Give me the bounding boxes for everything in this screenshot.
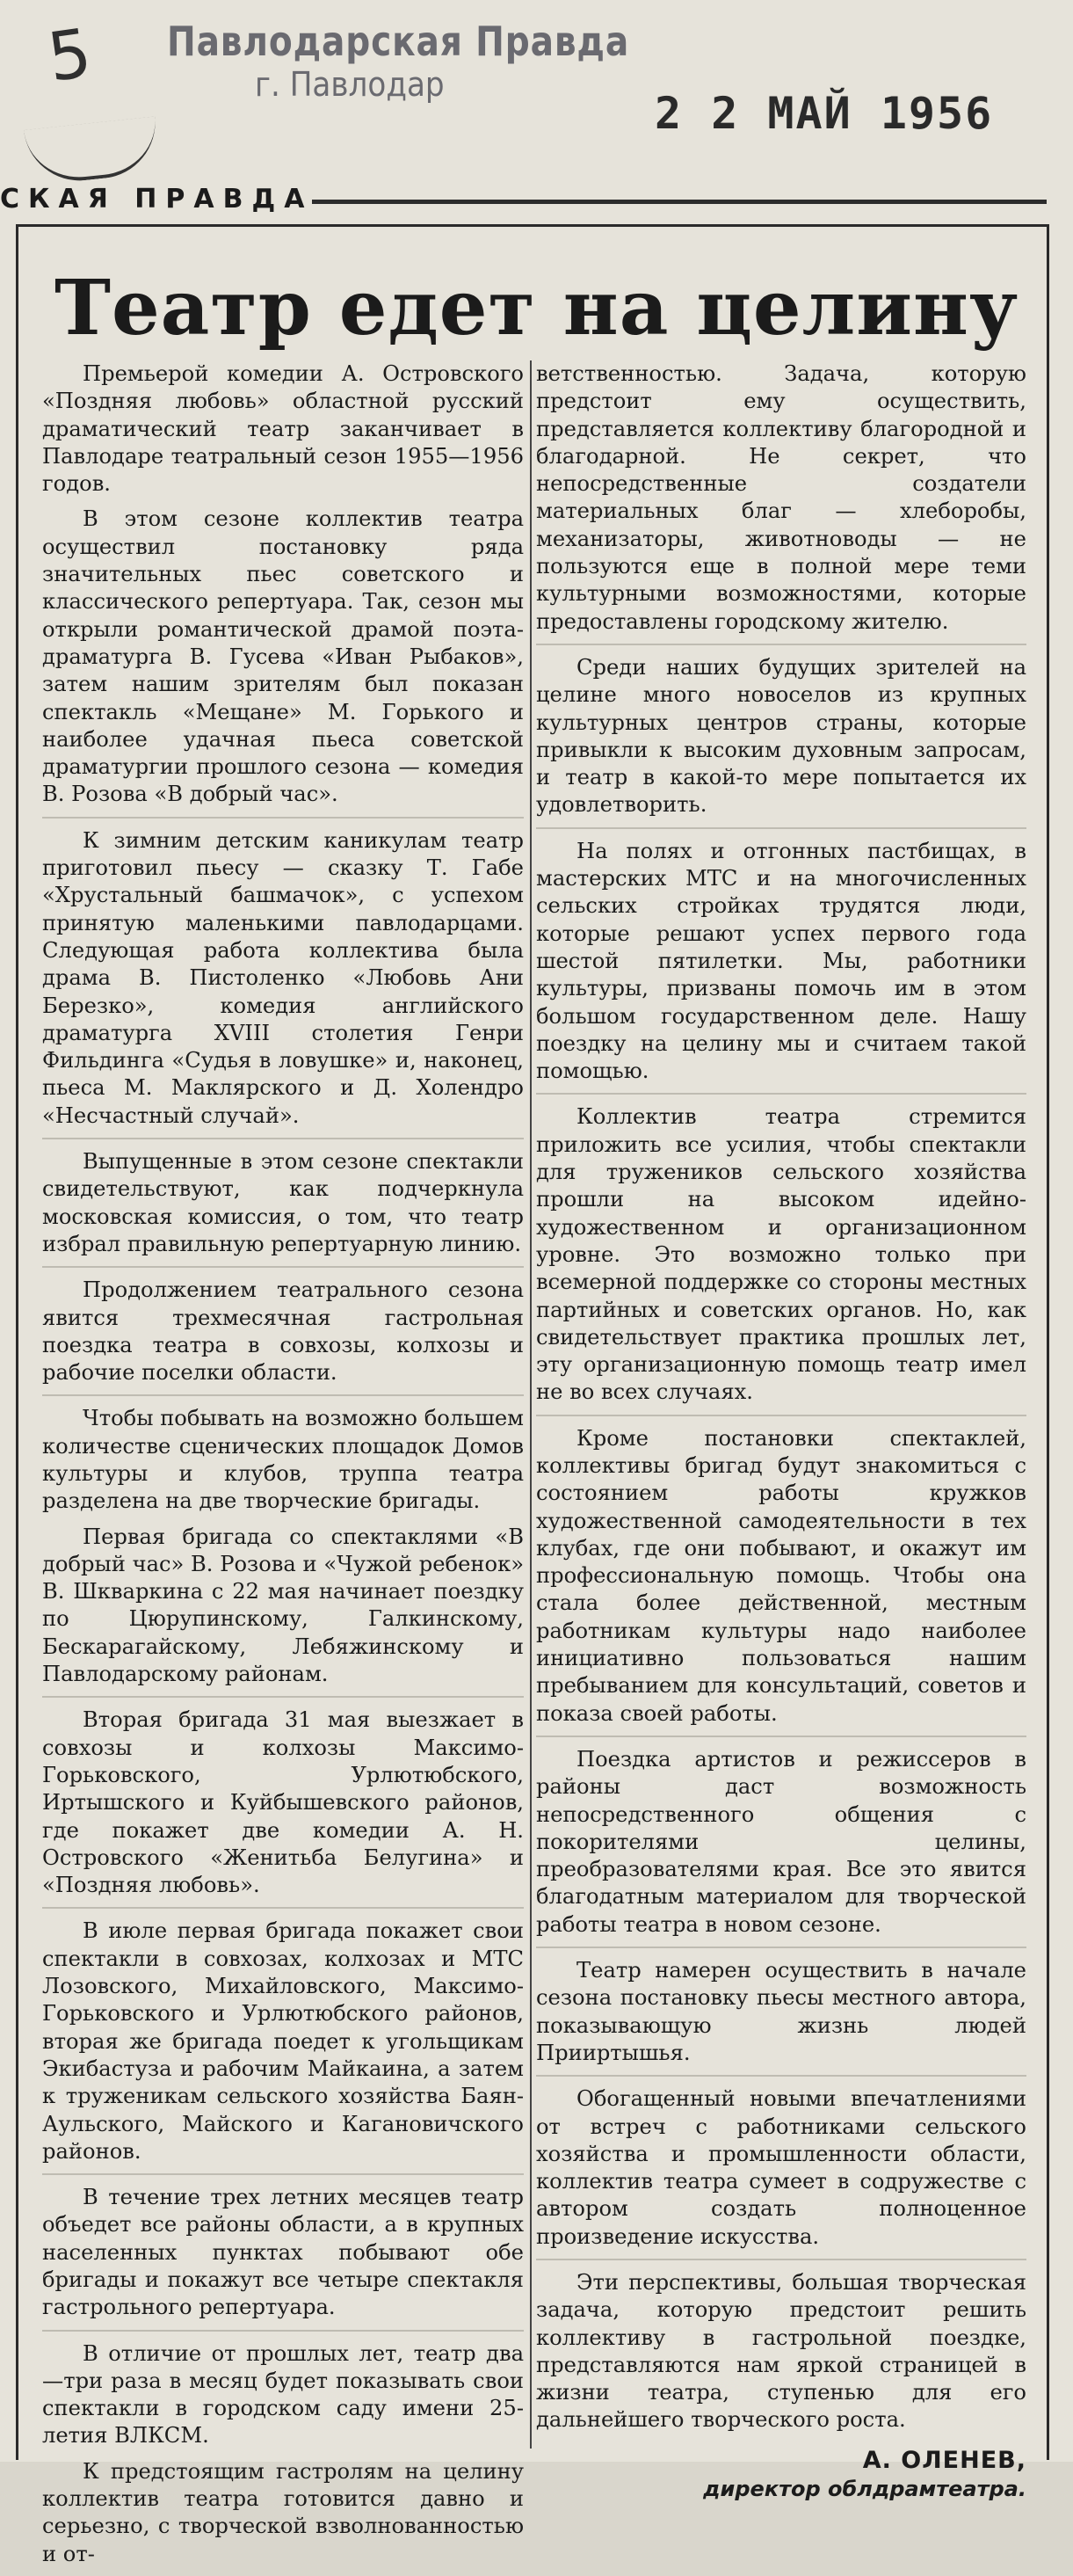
paragraph: На полях и отгонных пастбищах, в мастерских МТС и на многочисленных сельских стройках трудятся люди, которые решают успех первого года шестой пятилетки. Мы, работники культуры, призваны помочь им в этом большом государственном деле. Нашу поездку на целину мы и считаем такой помощью.: [536, 838, 1026, 1084]
divider: [42, 1394, 524, 1396]
handwritten-mark: 5: [43, 13, 97, 97]
divider: [42, 1266, 524, 1268]
author-signature: А. ОЛЕНЕВ,: [862, 2446, 1026, 2474]
column-divider: [530, 360, 532, 2449]
stamp-newspaper-name: Павлодарская Правда: [167, 18, 630, 65]
paragraph: Кроме постановки спектаклей, коллективы бригад будут знакомиться с состоянием работы кружков художественной самодеятельности в тех клубах, где они побывают, и окажут им профессиональную помощь. Чтобы она стала более действенной, местным работникам культуры надо наиболее инициативно пользоваться нашим пребыванием для консультаций, советов и показа своей работы.: [536, 1425, 1026, 1726]
masthead: [0, 180, 1073, 222]
paragraph: Продолжением театрального сезона явится трехмесячная гастрольная поездка театра в совхозы, колхозы и рабочие поселки области.: [42, 1277, 524, 1386]
author-role: директор облдрамтеатра.: [703, 2477, 1026, 2502]
paragraph: Коллектив театра стремится приложить все усилия, чтобы спектакли для тружеников сельского хозяйства прошли на высоком идейно-художественном и организационном уровне. Это возможно только при всемерной поддержке со стороны местных партийных и советских органов. Но, как свидетельствует практика прошлых лет, эту организационную помощь театр имел не во всех случаях.: [536, 1104, 1026, 1405]
paragraph: Эти перспективы, большая творческая задача, которую предстоит решить коллективу в гастрольной поездке, представляются нам яркой страницей в жизни театра, ступенью для его дальнейшего творческого роста.: [536, 2270, 1026, 2433]
article-headline: Театр едет на целину: [54, 264, 1019, 353]
divider: [42, 817, 524, 819]
divider: [536, 1947, 1026, 1948]
divider: [536, 1415, 1026, 1416]
paragraph: ветственностью. Задача, которую предстоит ему осуществить, представляется коллективу благородной и благодарной. Не секрет, что непосредственные создатели материальных благ — хлеборобы, механизаторы, животноводы — не пользуются еще в полной мере теми культурными возможностями, которые предоставлены городскому жителю.: [536, 361, 1026, 634]
paragraph: В течение трех летних месяцев театр объедет все районы области, а в крупных населенных пунктах побывают обе бригады и покажут все четыре спектакля гастрольного репертуара.: [42, 2185, 524, 2320]
divider: [42, 1138, 524, 1139]
divider: [42, 1907, 524, 1909]
paragraph: Первая бригада со спектаклями «В добрый час» В. Розова и «Чужой ребенок» В. Шкваркина с 22 мая начинает поездку по Цюрупинскому, Галкинскому, Бескарагайскому, Лебяжинскому и Павлодарскому районам.: [42, 1524, 524, 1687]
date-stamp: 2 2 МАЙ 1956: [655, 88, 994, 139]
masthead-rule: [312, 200, 1047, 204]
right-column: [536, 360, 1026, 2503]
divider: [536, 644, 1026, 645]
divider: [42, 2173, 524, 2175]
divider: [536, 2075, 1026, 2077]
paragraph: Вторая бригада 31 мая выезжает в совхозы и колхозы Максимо-Горьковского, Урлютюбского, Иртышского и Куйбышевского районов, где покажет две комедии А. Н. Островского «Женитьба Белугина» и «Поздняя любовь».: [42, 1707, 524, 1898]
paragraph: Премьерой комедии А. Островского «Поздняя любовь» областной русский драматический театр заканчивает в Павлодаре театральный сезон 1955—1956 годов.: [42, 361, 524, 497]
paragraph: В июле первая бригада покажет свои спектакли в совхозах, колхозах и МТС Лозовского, Михайловского, Максимо-Горьковского и Урлютюбского районов, вторая же бригада поедет к угольщикам Экибастуза и рабочим Майкаина, а затем к труженикам сельского хозяйства Баян-Аульского, Майского и Кагановичского районов.: [42, 1918, 524, 2164]
paragraph: К зимним детским каникулам театр приготовил пьесу — сказку Т. Габе «Хрустальный башмачок», с успехом принятую маленькими павлодарцами. Следующая работа коллектива была драма В. Пистоленко «Любовь Ани Березко», комедия английского драматурга XVIII столетия Генри Фильдинга «Судья в ловушке» и, наконец, пьеса М. Маклярского и Д. Холендро «Несчастный случай».: [42, 827, 524, 1128]
paragraph: В отличие от прошлых лет, театр два—три раза в месяц будет показывать свои спектакли в городском саду имени 25-летия ВЛКСМ.: [42, 2340, 524, 2449]
library-stamp: [167, 18, 711, 104]
divider: [42, 1696, 524, 1698]
divider: [536, 1736, 1026, 1737]
pen-stroke: [24, 116, 161, 186]
paragraph: В этом сезоне коллектив театра осуществил постановку ряда значительных пьес советского и классического репертуара. Так, сезон мы открыли романтической драмой поэта-драматурга В. Гусева «Иван Рыбаков», затем нашим зрителям был показан спектакль «Мещане» М. Горького и наиболее удачная пьеса советской драматургии прошлого сезона — комедия В. Розова «В добрый час».: [42, 506, 524, 807]
masthead-text: СКАЯ ПРАВДА: [0, 184, 314, 215]
divider: [536, 1093, 1026, 1095]
left-column: [42, 360, 524, 2576]
paragraph: Выпущенные в этом сезоне спектакли свидетельствуют, как подчеркнула московская комиссия, о том, что театр избрал правильную репертуарную линию.: [42, 1149, 524, 1256]
divider: [536, 827, 1026, 829]
divider: [42, 2330, 524, 2332]
paragraph: Обогащенный новыми впечатлениями от встреч с работниками сельского хозяйства и промышленности области, коллектив театра сумеет в содружестве с автором создать полноценное произведение искусства.: [536, 2086, 1026, 2249]
paragraph: Поездка артистов и режиссеров в районы даст возможность непосредственного общения с покорителями целины, преобразователями края. Все это явится благодатным материалом для творческой работы театра в новом сезоне.: [536, 1746, 1026, 1937]
divider: [536, 2259, 1026, 2260]
paragraph: Театр намерен осуществить в начале сезона постановку пьесы местного автора, показывающую жизнь людей Прииртышья.: [536, 1958, 1026, 2065]
paragraph: Среди наших будущих зрителей на целине много новоселов из крупных культурных центров страны, которые привыкли к высоким духовным запросам, и театр в какой-то мере попытается их удовлетворить.: [536, 654, 1026, 818]
paragraph: Чтобы побывать на возможно большем количестве сценических площадок Домов культуры и клубов, труппа театра разделена на две творческие бригады.: [42, 1406, 524, 1514]
stamp-city: г. Павлодар: [255, 65, 445, 104]
paragraph: К предстоящим гастролям на целину коллектив театра готовится давно и серьезно, с творческой взволнованностью и от-: [42, 2458, 524, 2566]
